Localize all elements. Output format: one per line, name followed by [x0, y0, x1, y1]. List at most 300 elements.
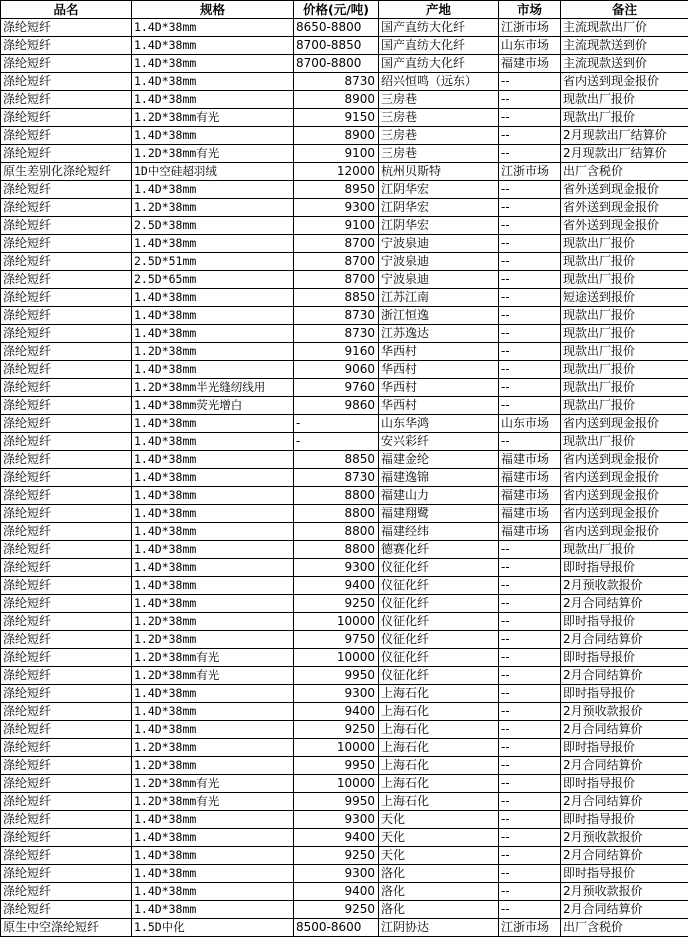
- cell-price: 9160: [294, 343, 379, 361]
- cell-market: 山东市场: [499, 415, 561, 433]
- table-row: [1, 559, 688, 577]
- cell-name: 涤纶短纤: [1, 343, 132, 361]
- cell-price: 8700: [294, 235, 379, 253]
- cell-price: 9300: [294, 865, 379, 883]
- cell-price: 9300: [294, 199, 379, 217]
- table-row: [1, 271, 688, 289]
- cell-origin: 江苏逸达: [379, 325, 499, 343]
- cell-spec: 1.2D*38mm: [132, 613, 294, 631]
- table-row: [1, 361, 688, 379]
- cell-spec: 2.5D*51mm: [132, 253, 294, 271]
- cell-note: 2月合同结算价: [561, 667, 688, 685]
- table-row: [1, 577, 688, 595]
- cell-market: --: [499, 541, 561, 559]
- table-row: [1, 865, 688, 883]
- table-row: [1, 163, 688, 181]
- cell-name: 涤纶短纤: [1, 73, 132, 91]
- cell-spec: 1.4D*38mm: [132, 541, 294, 559]
- cell-note: 现款出厂报价: [561, 307, 688, 325]
- cell-name: 涤纶短纤: [1, 181, 132, 199]
- cell-price: 8730: [294, 73, 379, 91]
- cell-origin: 仪征化纤: [379, 613, 499, 631]
- cell-origin: 洛化: [379, 901, 499, 919]
- cell-market: --: [499, 667, 561, 685]
- cell-origin: 洛化: [379, 883, 499, 901]
- cell-price: 9300: [294, 685, 379, 703]
- cell-origin: 福建翔鹭: [379, 505, 499, 523]
- cell-note: 2月预收款报价: [561, 829, 688, 847]
- cell-spec: 1.4D*38mm: [132, 19, 294, 37]
- table-row: [1, 217, 688, 235]
- cell-price: 9400: [294, 829, 379, 847]
- cell-origin: 宁波泉迪: [379, 235, 499, 253]
- cell-origin: 江阴华宏: [379, 199, 499, 217]
- cell-note: 省内送到现金报价: [561, 451, 688, 469]
- cell-price: 8500-8600: [294, 919, 379, 937]
- cell-spec: 1.4D*38mm: [132, 325, 294, 343]
- cell-note: 现款出厂报价: [561, 253, 688, 271]
- cell-price: 9250: [294, 847, 379, 865]
- cell-origin: 天化: [379, 811, 499, 829]
- cell-note: 即时指导报价: [561, 811, 688, 829]
- table-row: [1, 181, 688, 199]
- table-row: [1, 469, 688, 487]
- cell-name: 涤纶短纤: [1, 703, 132, 721]
- cell-price: 9950: [294, 757, 379, 775]
- cell-price: 8730: [294, 469, 379, 487]
- cell-spec: 1.2D*38mm: [132, 199, 294, 217]
- header-name: 品名: [1, 1, 132, 19]
- table-row: [1, 847, 688, 865]
- cell-origin: 仪征化纤: [379, 577, 499, 595]
- cell-price: 8700: [294, 253, 379, 271]
- cell-price: 9250: [294, 721, 379, 739]
- cell-note: 出厂含税价: [561, 163, 688, 181]
- cell-note: 2月合同结算价: [561, 793, 688, 811]
- table-row: [1, 397, 688, 415]
- cell-spec: 1.4D*38mm: [132, 415, 294, 433]
- cell-price: 8850: [294, 289, 379, 307]
- cell-origin: 三房巷: [379, 109, 499, 127]
- cell-market: --: [499, 397, 561, 415]
- cell-spec: 1.4D*38mm: [132, 433, 294, 451]
- cell-name: 涤纶短纤: [1, 901, 132, 919]
- cell-price: 10000: [294, 775, 379, 793]
- cell-spec: 1.2D*38mm: [132, 739, 294, 757]
- cell-name: 涤纶短纤: [1, 199, 132, 217]
- cell-note: 省内送到现金报价: [561, 505, 688, 523]
- table-row: [1, 883, 688, 901]
- cell-market: --: [499, 793, 561, 811]
- table-row: [1, 739, 688, 757]
- table-row: [1, 145, 688, 163]
- cell-origin: 江阴华宏: [379, 181, 499, 199]
- cell-name: 涤纶短纤: [1, 523, 132, 541]
- cell-note: 2月预收款报价: [561, 577, 688, 595]
- cell-market: --: [499, 847, 561, 865]
- cell-market: --: [499, 343, 561, 361]
- table-row: [1, 721, 688, 739]
- cell-spec: 1.4D*38mm: [132, 289, 294, 307]
- cell-origin: 浙江恒逸: [379, 307, 499, 325]
- table-row: [1, 595, 688, 613]
- cell-origin: 绍兴恒鸣（远东）: [379, 73, 499, 91]
- cell-note: 现款出厂报价: [561, 109, 688, 127]
- cell-note: 现款出厂报价: [561, 271, 688, 289]
- cell-note: 2月现款出厂结算价: [561, 127, 688, 145]
- cell-price: 8650-8800: [294, 19, 379, 37]
- cell-note: 省内送到现金报价: [561, 73, 688, 91]
- cell-note: 2月合同结算价: [561, 595, 688, 613]
- cell-name: 涤纶短纤: [1, 91, 132, 109]
- cell-market: --: [499, 271, 561, 289]
- cell-market: --: [499, 109, 561, 127]
- table-row: [1, 19, 688, 37]
- cell-note: 现款出厂报价: [561, 433, 688, 451]
- cell-name: 涤纶短纤: [1, 541, 132, 559]
- cell-spec: 1.2D*38mm: [132, 631, 294, 649]
- cell-note: 主流现款送到价: [561, 37, 688, 55]
- cell-name: 涤纶短纤: [1, 829, 132, 847]
- table-row: [1, 901, 688, 919]
- cell-name: 涤纶短纤: [1, 325, 132, 343]
- cell-price: 9400: [294, 883, 379, 901]
- cell-note: 省内送到现金报价: [561, 523, 688, 541]
- cell-market: --: [499, 199, 561, 217]
- cell-name: 涤纶短纤: [1, 469, 132, 487]
- cell-market: --: [499, 649, 561, 667]
- cell-note: 2月合同结算价: [561, 721, 688, 739]
- cell-price: 8700: [294, 271, 379, 289]
- cell-note: 2月合同结算价: [561, 631, 688, 649]
- cell-name: 涤纶短纤: [1, 739, 132, 757]
- table-row: [1, 235, 688, 253]
- cell-market: --: [499, 595, 561, 613]
- cell-note: 现款出厂报价: [561, 325, 688, 343]
- cell-note: 2月合同结算价: [561, 901, 688, 919]
- cell-note: 即时指导报价: [561, 775, 688, 793]
- cell-market: --: [499, 289, 561, 307]
- cell-note: 2月合同结算价: [561, 757, 688, 775]
- cell-market: 山东市场: [499, 37, 561, 55]
- cell-note: 现款出厂报价: [561, 91, 688, 109]
- cell-note: 2月预收款报价: [561, 883, 688, 901]
- cell-price: 9950: [294, 793, 379, 811]
- header-market: 市场: [499, 1, 561, 19]
- cell-origin: 华西村: [379, 343, 499, 361]
- cell-origin: 三房巷: [379, 91, 499, 109]
- cell-origin: 福建山力: [379, 487, 499, 505]
- cell-spec: 1.4D*38mm: [132, 361, 294, 379]
- cell-origin: 上海石化: [379, 703, 499, 721]
- cell-note: 即时指导报价: [561, 649, 688, 667]
- cell-note: 出厂含税价: [561, 919, 688, 937]
- cell-name: 涤纶短纤: [1, 397, 132, 415]
- cell-price: 9760: [294, 379, 379, 397]
- cell-name: 涤纶短纤: [1, 505, 132, 523]
- cell-note: 短途送到报价: [561, 289, 688, 307]
- cell-price: 8800: [294, 505, 379, 523]
- table-row: [1, 253, 688, 271]
- cell-price: 8800: [294, 523, 379, 541]
- cell-origin: 宁波泉迪: [379, 253, 499, 271]
- cell-spec: 1.4D*38mm: [132, 883, 294, 901]
- cell-origin: 德赛化纤: [379, 541, 499, 559]
- cell-note: 2月现款出厂结算价: [561, 145, 688, 163]
- cell-market: --: [499, 811, 561, 829]
- cell-name: 涤纶短纤: [1, 127, 132, 145]
- cell-name: 涤纶短纤: [1, 217, 132, 235]
- table-row: [1, 379, 688, 397]
- cell-price: 12000: [294, 163, 379, 181]
- cell-name: 涤纶短纤: [1, 55, 132, 73]
- cell-spec: 2.5D*38mm: [132, 217, 294, 235]
- cell-market: --: [499, 613, 561, 631]
- cell-name: 涤纶短纤: [1, 775, 132, 793]
- cell-market: --: [499, 721, 561, 739]
- cell-market: 福建市场: [499, 55, 561, 73]
- table-row: [1, 451, 688, 469]
- cell-note: 现款出厂报价: [561, 235, 688, 253]
- cell-origin: 福建经纬: [379, 523, 499, 541]
- cell-origin: 上海石化: [379, 721, 499, 739]
- cell-price: 9400: [294, 577, 379, 595]
- cell-spec: 1.4D*38mm: [132, 559, 294, 577]
- cell-market: 江浙市场: [499, 919, 561, 937]
- cell-name: 原生差别化涤纶短纤: [1, 163, 132, 181]
- cell-name: 涤纶短纤: [1, 667, 132, 685]
- cell-note: 即时指导报价: [561, 613, 688, 631]
- cell-note: 2月合同结算价: [561, 847, 688, 865]
- table-row: [1, 523, 688, 541]
- cell-origin: 山东华鸿: [379, 415, 499, 433]
- table-row: [1, 37, 688, 55]
- table-row: [1, 919, 688, 937]
- cell-spec: 1.4D*38mm: [132, 487, 294, 505]
- cell-spec: 1.4D*38mm荧光增白: [132, 397, 294, 415]
- cell-origin: 仪征化纤: [379, 649, 499, 667]
- cell-origin: 福建金纶: [379, 451, 499, 469]
- cell-origin: 仪征化纤: [379, 667, 499, 685]
- cell-market: --: [499, 775, 561, 793]
- cell-origin: 宁波泉迪: [379, 271, 499, 289]
- cell-origin: 华西村: [379, 361, 499, 379]
- cell-origin: 国产直纺大化纤: [379, 37, 499, 55]
- cell-spec: 1.2D*38mm有光: [132, 775, 294, 793]
- cell-spec: 1.2D*38mm有光: [132, 793, 294, 811]
- cell-note: 现款出厂报价: [561, 541, 688, 559]
- cell-origin: 上海石化: [379, 757, 499, 775]
- cell-name: 涤纶短纤: [1, 433, 132, 451]
- cell-name: 涤纶短纤: [1, 253, 132, 271]
- table-row: [1, 325, 688, 343]
- cell-spec: 1.4D*38mm: [132, 829, 294, 847]
- cell-price: 8730: [294, 307, 379, 325]
- cell-note: 现款出厂报价: [561, 361, 688, 379]
- cell-name: 涤纶短纤: [1, 271, 132, 289]
- cell-market: 福建市场: [499, 451, 561, 469]
- cell-market: 江浙市场: [499, 19, 561, 37]
- cell-price: 9300: [294, 559, 379, 577]
- cell-price: 9860: [294, 397, 379, 415]
- cell-spec: 1.4D*38mm: [132, 235, 294, 253]
- cell-note: 现款出厂报价: [561, 379, 688, 397]
- table-row: [1, 127, 688, 145]
- cell-price: 9750: [294, 631, 379, 649]
- cell-note: 省内送到现金报价: [561, 487, 688, 505]
- cell-market: --: [499, 883, 561, 901]
- cell-name: 原生中空涤纶短纤: [1, 919, 132, 937]
- cell-price: 8730: [294, 325, 379, 343]
- cell-origin: 上海石化: [379, 739, 499, 757]
- cell-spec: 1.2D*38mm半光缝纫线用: [132, 379, 294, 397]
- cell-price: -: [294, 433, 379, 451]
- cell-market: --: [499, 829, 561, 847]
- table-row: [1, 73, 688, 91]
- cell-market: 福建市场: [499, 469, 561, 487]
- cell-name: 涤纶短纤: [1, 235, 132, 253]
- cell-note: 省内送到现金报价: [561, 415, 688, 433]
- cell-price: 8800: [294, 541, 379, 559]
- cell-spec: 1.4D*38mm: [132, 451, 294, 469]
- cell-price: 9250: [294, 901, 379, 919]
- header-price: 价格(元/吨): [294, 1, 379, 19]
- cell-market: 福建市场: [499, 523, 561, 541]
- cell-price: 8950: [294, 181, 379, 199]
- cell-origin: 三房巷: [379, 127, 499, 145]
- table-row: [1, 649, 688, 667]
- cell-price: 10000: [294, 613, 379, 631]
- cell-origin: 安兴彩纤: [379, 433, 499, 451]
- cell-name: 涤纶短纤: [1, 631, 132, 649]
- cell-origin: 江阴协达: [379, 919, 499, 937]
- cell-name: 涤纶短纤: [1, 379, 132, 397]
- cell-spec: 1.4D*38mm: [132, 127, 294, 145]
- cell-price: 9150: [294, 109, 379, 127]
- cell-market: --: [499, 901, 561, 919]
- cell-spec: 1.4D*38mm: [132, 523, 294, 541]
- cell-price: 8800: [294, 487, 379, 505]
- cell-market: --: [499, 379, 561, 397]
- cell-name: 涤纶短纤: [1, 577, 132, 595]
- cell-spec: 1.4D*38mm: [132, 91, 294, 109]
- cell-note: 主流现款送到价: [561, 55, 688, 73]
- cell-origin: 杭州贝斯特: [379, 163, 499, 181]
- cell-name: 涤纶短纤: [1, 487, 132, 505]
- cell-spec: 1.4D*38mm: [132, 847, 294, 865]
- cell-price: 8900: [294, 91, 379, 109]
- cell-name: 涤纶短纤: [1, 793, 132, 811]
- cell-spec: 1.4D*38mm: [132, 37, 294, 55]
- cell-origin: 福建逸锦: [379, 469, 499, 487]
- cell-name: 涤纶短纤: [1, 883, 132, 901]
- cell-name: 涤纶短纤: [1, 307, 132, 325]
- cell-market: --: [499, 91, 561, 109]
- cell-market: --: [499, 739, 561, 757]
- cell-name: 涤纶短纤: [1, 415, 132, 433]
- cell-origin: 天化: [379, 829, 499, 847]
- cell-price: -: [294, 415, 379, 433]
- cell-spec: 1.4D*38mm: [132, 307, 294, 325]
- cell-market: 江浙市场: [499, 163, 561, 181]
- cell-price: 8850: [294, 451, 379, 469]
- table-row: [1, 541, 688, 559]
- cell-name: 涤纶短纤: [1, 451, 132, 469]
- cell-note: 省内送到现金报价: [561, 469, 688, 487]
- cell-origin: 天化: [379, 847, 499, 865]
- cell-market: --: [499, 433, 561, 451]
- cell-spec: 2.5D*65mm: [132, 271, 294, 289]
- cell-origin: 仪征化纤: [379, 559, 499, 577]
- table-row: [1, 703, 688, 721]
- cell-market: --: [499, 757, 561, 775]
- cell-price: 10000: [294, 739, 379, 757]
- table-row: [1, 109, 688, 127]
- cell-spec: 1.4D*38mm: [132, 811, 294, 829]
- cell-name: 涤纶短纤: [1, 685, 132, 703]
- cell-spec: 1.4D*38mm: [132, 685, 294, 703]
- cell-market: --: [499, 307, 561, 325]
- cell-market: --: [499, 577, 561, 595]
- cell-name: 涤纶短纤: [1, 289, 132, 307]
- cell-origin: 江阴华宏: [379, 217, 499, 235]
- cell-price: 9400: [294, 703, 379, 721]
- header-note: 备注: [561, 1, 688, 19]
- cell-spec: 1.4D*38mm: [132, 595, 294, 613]
- table-row: [1, 505, 688, 523]
- cell-name: 涤纶短纤: [1, 19, 132, 37]
- cell-price: 8700-8850: [294, 37, 379, 55]
- cell-note: 省外送到现金报价: [561, 181, 688, 199]
- header-spec: 规格: [132, 1, 294, 19]
- cell-price: 10000: [294, 649, 379, 667]
- table-row: [1, 631, 688, 649]
- header-origin: 产地: [379, 1, 499, 19]
- cell-origin: 上海石化: [379, 775, 499, 793]
- cell-name: 涤纶短纤: [1, 865, 132, 883]
- cell-price: 9100: [294, 145, 379, 163]
- cell-note: 即时指导报价: [561, 739, 688, 757]
- cell-spec: 1.4D*38mm: [132, 55, 294, 73]
- table-row: [1, 415, 688, 433]
- table-row: [1, 793, 688, 811]
- cell-origin: 华西村: [379, 397, 499, 415]
- cell-spec: 1.4D*38mm: [132, 577, 294, 595]
- cell-spec: 1.2D*38mm有光: [132, 145, 294, 163]
- table-body: [1, 19, 688, 937]
- cell-origin: 洛化: [379, 865, 499, 883]
- cell-price: 9250: [294, 595, 379, 613]
- cell-spec: 1.4D*38mm: [132, 469, 294, 487]
- cell-spec: 1.4D*38mm: [132, 865, 294, 883]
- cell-name: 涤纶短纤: [1, 37, 132, 55]
- cell-name: 涤纶短纤: [1, 721, 132, 739]
- cell-spec: 1.2D*38mm: [132, 757, 294, 775]
- cell-name: 涤纶短纤: [1, 361, 132, 379]
- cell-origin: 江苏江南: [379, 289, 499, 307]
- cell-market: --: [499, 865, 561, 883]
- table-row: [1, 829, 688, 847]
- cell-market: --: [499, 559, 561, 577]
- cell-origin: 上海石化: [379, 685, 499, 703]
- cell-market: 福建市场: [499, 505, 561, 523]
- cell-note: 省外送到现金报价: [561, 217, 688, 235]
- cell-spec: 1.2D*38mm有光: [132, 649, 294, 667]
- cell-name: 涤纶短纤: [1, 613, 132, 631]
- cell-price: 9300: [294, 811, 379, 829]
- cell-note: 省外送到现金报价: [561, 199, 688, 217]
- cell-spec: 1.4D*38mm: [132, 703, 294, 721]
